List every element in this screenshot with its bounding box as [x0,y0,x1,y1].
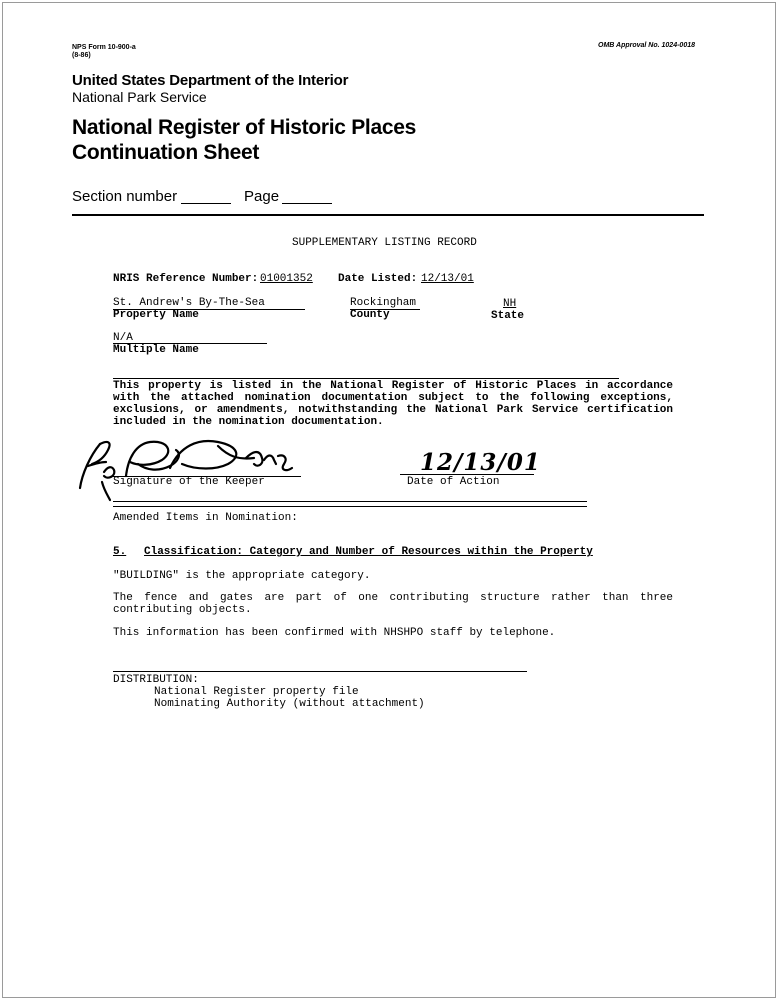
date-of-action-label: Date of Action [407,476,500,488]
keeper-signature [78,436,308,502]
omb-approval: OMB Approval No. 1024-0018 [598,42,695,49]
property-name-label: Property Name [113,309,199,321]
state-value: NH [503,298,517,310]
agency-name: National Park Service [72,89,207,105]
multiple-name-value: N/A [113,332,133,344]
date-of-action-line [400,474,534,475]
distribution-label: DISTRIBUTION: [113,674,199,686]
listing-statement: This property is listed in the National Register of Historic Places in accordance with the attached nomination documentation subject to the following exceptions, exclusions, or amendments, notwithstanding the National Park Service certification included in the nomination documentation. [113,380,673,428]
statement-rule [113,378,619,379]
record-heading: SUPPLEMENTARY LISTING RECORD [292,237,477,249]
category-line: "BUILDING" is the appropriate category. [113,570,371,582]
form-number: NPS Form 10-900-a (8-86) [72,44,136,59]
page-label: Page [244,188,280,205]
double-rule [113,501,587,507]
confirmation-line: This information has been confirmed with NHSHPO staff by telephone. [113,627,556,639]
section-number-blank [181,203,231,204]
form-title: National Register of Historic Places [72,116,416,139]
signature-label: Signature of the Keeper [113,476,265,488]
section-number: 5. [113,546,127,558]
form-subtitle: Continuation Sheet [72,141,260,164]
distribution-rule [113,671,527,672]
fence-gates-line: The fence and gates are part of one contributing structure rather than three contributing objects. [113,592,673,616]
county-value: Rockingham [350,297,417,309]
distribution-item: National Register property file [154,686,359,698]
date-listed-value: 12/13/01 [421,273,474,285]
county-label: County [350,309,390,321]
section-number-label: Section number [72,188,178,205]
nris-value: 01001352 [260,273,313,285]
nris-label: NRIS Reference Number: [113,273,259,285]
distribution-item: Nominating Authority (without attachment) [154,698,425,710]
handwritten-action-date: 12/13/01 [420,449,541,476]
amended-items-label: Amended Items in Nomination: [113,512,298,524]
department-name: United States Department of the Interior [72,72,349,89]
date-listed-label: Date Listed: [338,273,418,285]
section-title: Classification: Category and Number of Resources within the Property [144,546,593,558]
multiple-name-label: Multiple Name [113,344,199,356]
state-label: State [491,310,525,322]
header-rule [72,214,704,216]
property-name-value: St. Andrew's By-The-Sea [113,297,265,309]
page-number-blank [282,203,332,204]
